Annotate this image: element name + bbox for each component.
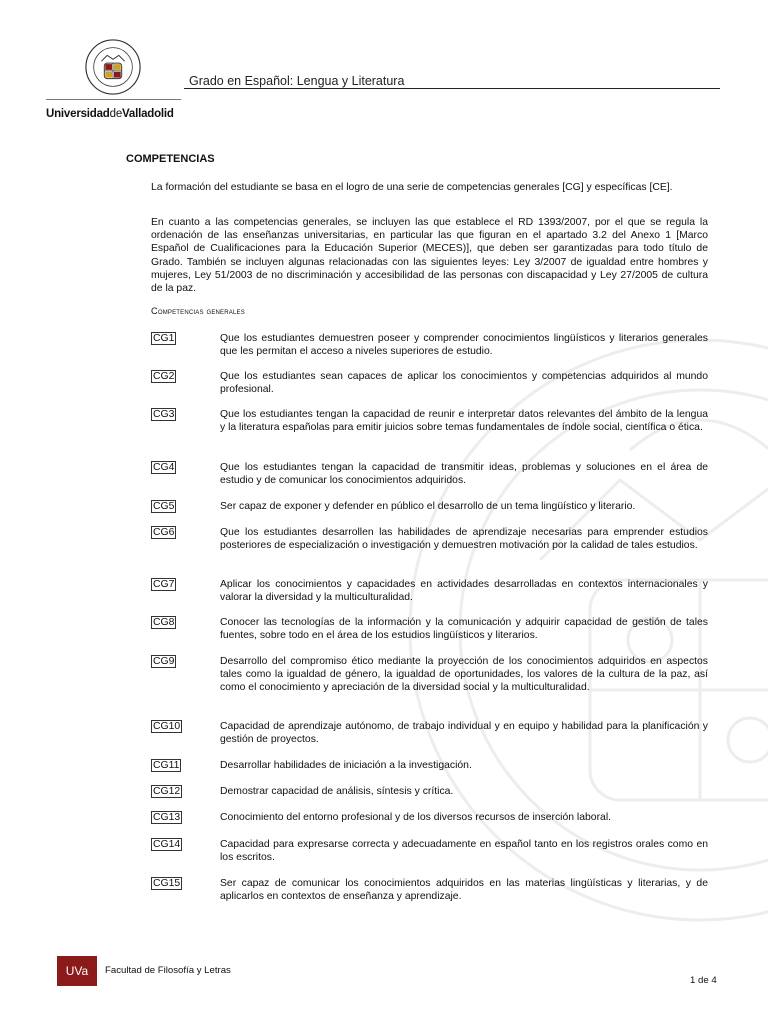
- header-rule: [184, 88, 720, 89]
- university-wordmark: UniversidaddeValladolid: [46, 108, 174, 120]
- competency-text: Desarrollar habilidades de iniciación a la investigación.: [220, 760, 472, 771]
- competency-text: Que los estudiantes sean capaces de aplicar los conocimientos y competencias adquiridos al mundo profesional.: [220, 371, 708, 396]
- competency-code: CG9: [153, 656, 175, 667]
- university-seal-logo: [84, 38, 142, 96]
- subsection-heading: Competencias generales: [151, 306, 245, 316]
- competency-text: Capacidad de aprendizaje autónomo, de trabajo individual y en equipo y habilidad para la planificación y gestión de proyectos.: [220, 721, 708, 746]
- competency-text: Conocimiento del entorno profesional y de los diversos recursos de inserción laboral.: [220, 812, 612, 823]
- competency-code: CG6: [153, 527, 175, 538]
- competency-text: Ser capaz de comunicar los conocimientos adquiridos en las materias lingüísticas y literarias, y de aplicarlos en contextos de enseñanza y aprendizaje.: [220, 878, 708, 903]
- body-paragraph: En cuanto a las competencias generales, se incluyen las que establece el RD 1393/2007, por el que se regula la ordenación de las enseñanzas universitarias, en particular las que figuran en el apartado 3.2 del Anexo 1 [Marco Español de Cualificaciones para la Educación Superior (MECES)], que deben ser garantizadas para todo título de Grado. También se incluyen algunas relacionadas con las siguientes leyes: Ley 3/2007 de igualdad entre hombres y mujeres, Ley 51/2003 de no discriminación y accesibilidad de las personas con discapacidad y Ley 27/2005 de cultura de la paz.: [151, 217, 708, 295]
- competency-code: CG14: [153, 839, 181, 850]
- competency-code: CG4: [153, 462, 175, 473]
- competency-code: CG3: [153, 409, 175, 420]
- competency-code: CG13: [153, 812, 181, 823]
- competency-text: Aplicar los conocimientos y capacidades en actividades desarrolladas en contextos internacionales y valorar la diversidad y la multiculturalidad.: [220, 579, 708, 604]
- competency-code: CG5: [153, 501, 175, 512]
- competency-code: CG12: [153, 786, 181, 797]
- competency-text: Desarrollo del compromiso ético mediante la proyección de los conocimientos adquiridos en aspectos tales como la igualdad de género, la igualdad de oportunidades, los valores de la cultura de la paz, así como el conocimiento y apreciación de la diversidad social y la multiculturalidad.: [220, 656, 708, 694]
- document-title: Grado en Español: Lengua y Literatura: [189, 74, 405, 88]
- faculty-name: Facultad de Filosofía y Letras: [105, 965, 231, 976]
- competency-text: Capacidad para expresarse correcta y adecuadamente en español tanto en los registros orales como en los escritos.: [220, 839, 708, 864]
- competency-code: CG1: [153, 333, 175, 344]
- competency-code: CG7: [153, 579, 175, 590]
- page-number: 1 de 4: [690, 975, 717, 986]
- competency-text: Que los estudiantes tengan la capacidad de transmitir ideas, problemas y soluciones en el área de estudio y de comunicar los conocimientos adquiridos.: [220, 462, 708, 487]
- competency-text: Que los estudiantes tengan la capacidad de reunir e interpretar datos relevantes del ámbito de la lengua y la literatura españolas para emitir juicios sobre temas fundamentales de índole social, científica o ética.: [220, 409, 708, 434]
- logo-rule: [46, 99, 181, 100]
- intro-paragraph: La formación del estudiante se basa en el logro de una serie de competencias generales [CG] y específicas [CE].: [151, 182, 673, 193]
- competency-text: Que los estudiantes demuestren poseer y comprender conocimientos lingüísticos y literarios generales que les permitan el acceso a niveles superiores de estudio.: [220, 333, 708, 358]
- competency-text: Ser capaz de exponer y defender en público el desarrollo de un tema lingüístico y literario.: [220, 501, 636, 512]
- competency-code: CG15: [153, 878, 181, 889]
- uva-logo-badge: UVa: [57, 956, 97, 986]
- section-title: COMPETENCIAS: [126, 153, 215, 165]
- competency-code: CG2: [153, 371, 175, 382]
- competency-code: CG8: [153, 617, 175, 628]
- competency-text: Que los estudiantes desarrollen las habilidades de aprendizaje necesarias para emprender estudios posteriores de especialización o investigación y demuestren motivación por la calidad de tales estudios.: [220, 527, 708, 552]
- competency-text: Demostrar capacidad de análisis, síntesis y crítica.: [220, 786, 454, 797]
- competency-code: CG10: [153, 721, 181, 732]
- competency-text: Conocer las tecnologías de la información y la comunicación y adquirir capacidad de gestión de tales fuentes, sobre todo en el área de los estudios lingüísticos y literarios.: [220, 617, 708, 642]
- competency-code: CG11: [153, 760, 180, 771]
